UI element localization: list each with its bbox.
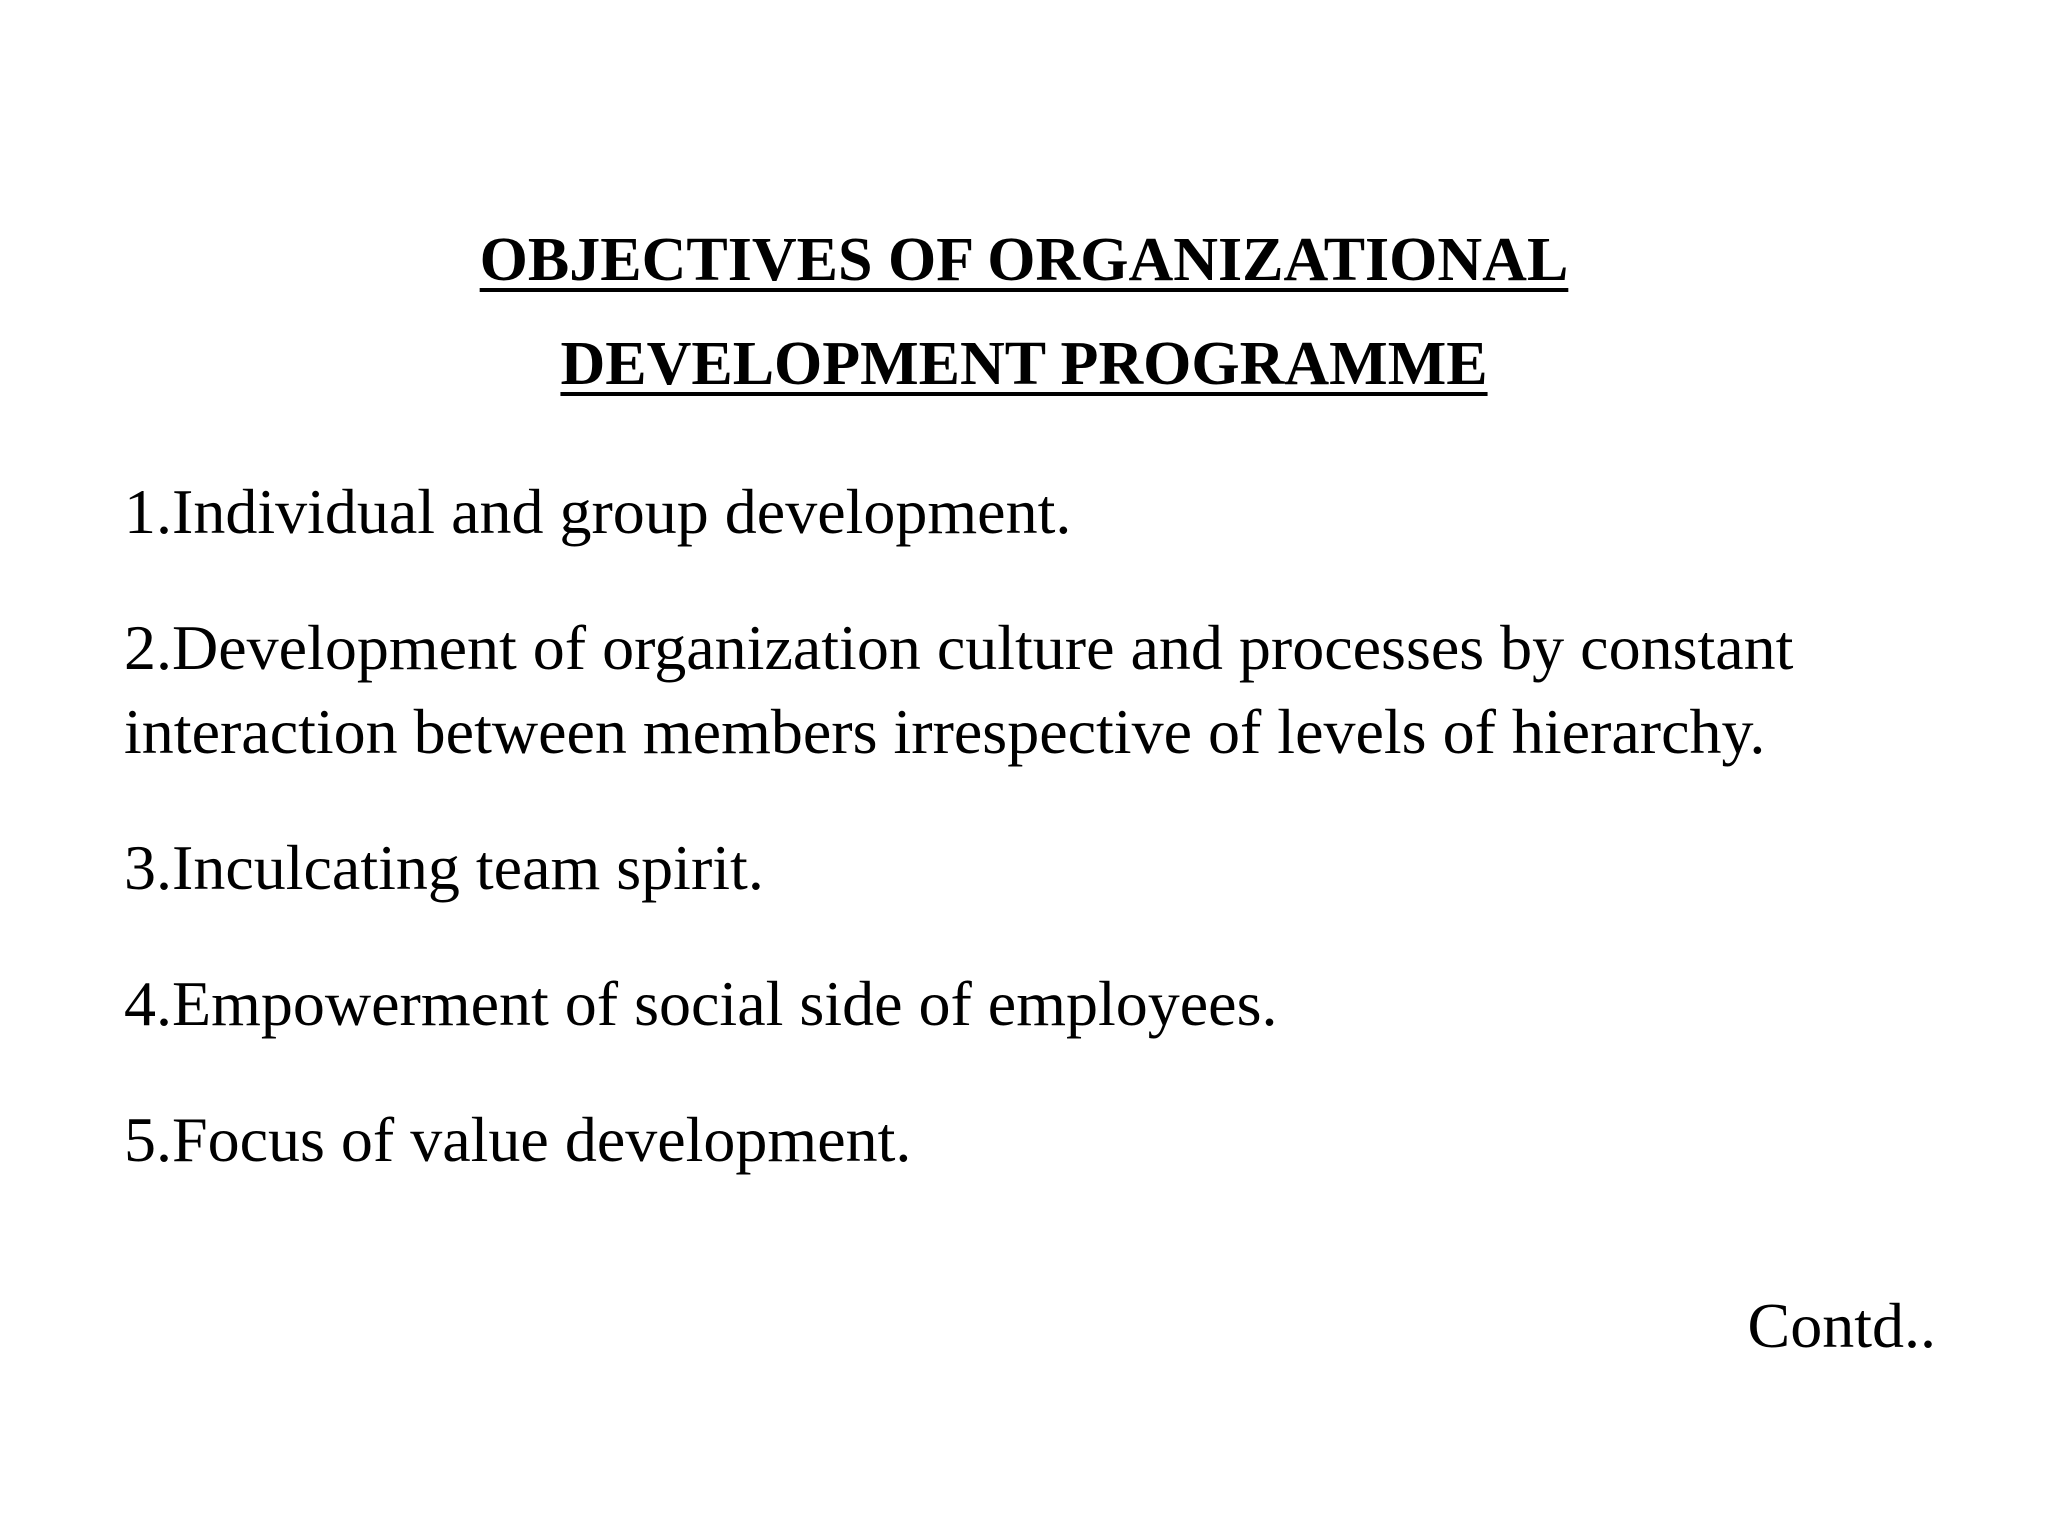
- title-line-1: [0, 208, 2048, 312]
- objective-2: 2.Development of organization culture and processes by constant interaction between members irrespective of levels of hierarchy.: [124, 612, 1794, 767]
- objectives-list: [124, 470, 1954, 1234]
- title-line-1-text: OBJECTIVES OF ORGANIZATIONAL: [479, 226, 1569, 294]
- objective-5: 5.Focus of value development.: [124, 1104, 912, 1175]
- objective-4: 4.Empowerment of social side of employees.: [124, 968, 1278, 1039]
- objective-3: 3.Inculcating team spirit.: [124, 832, 764, 903]
- title-line-2-text: DEVELOPMENT PROGRAMME: [560, 330, 1488, 398]
- title-line-2: [0, 312, 2048, 416]
- slide-title: [0, 208, 2048, 416]
- continued-label: Contd..: [1747, 1290, 1936, 1361]
- objective-1: 1.Individual and group development.: [124, 476, 1072, 547]
